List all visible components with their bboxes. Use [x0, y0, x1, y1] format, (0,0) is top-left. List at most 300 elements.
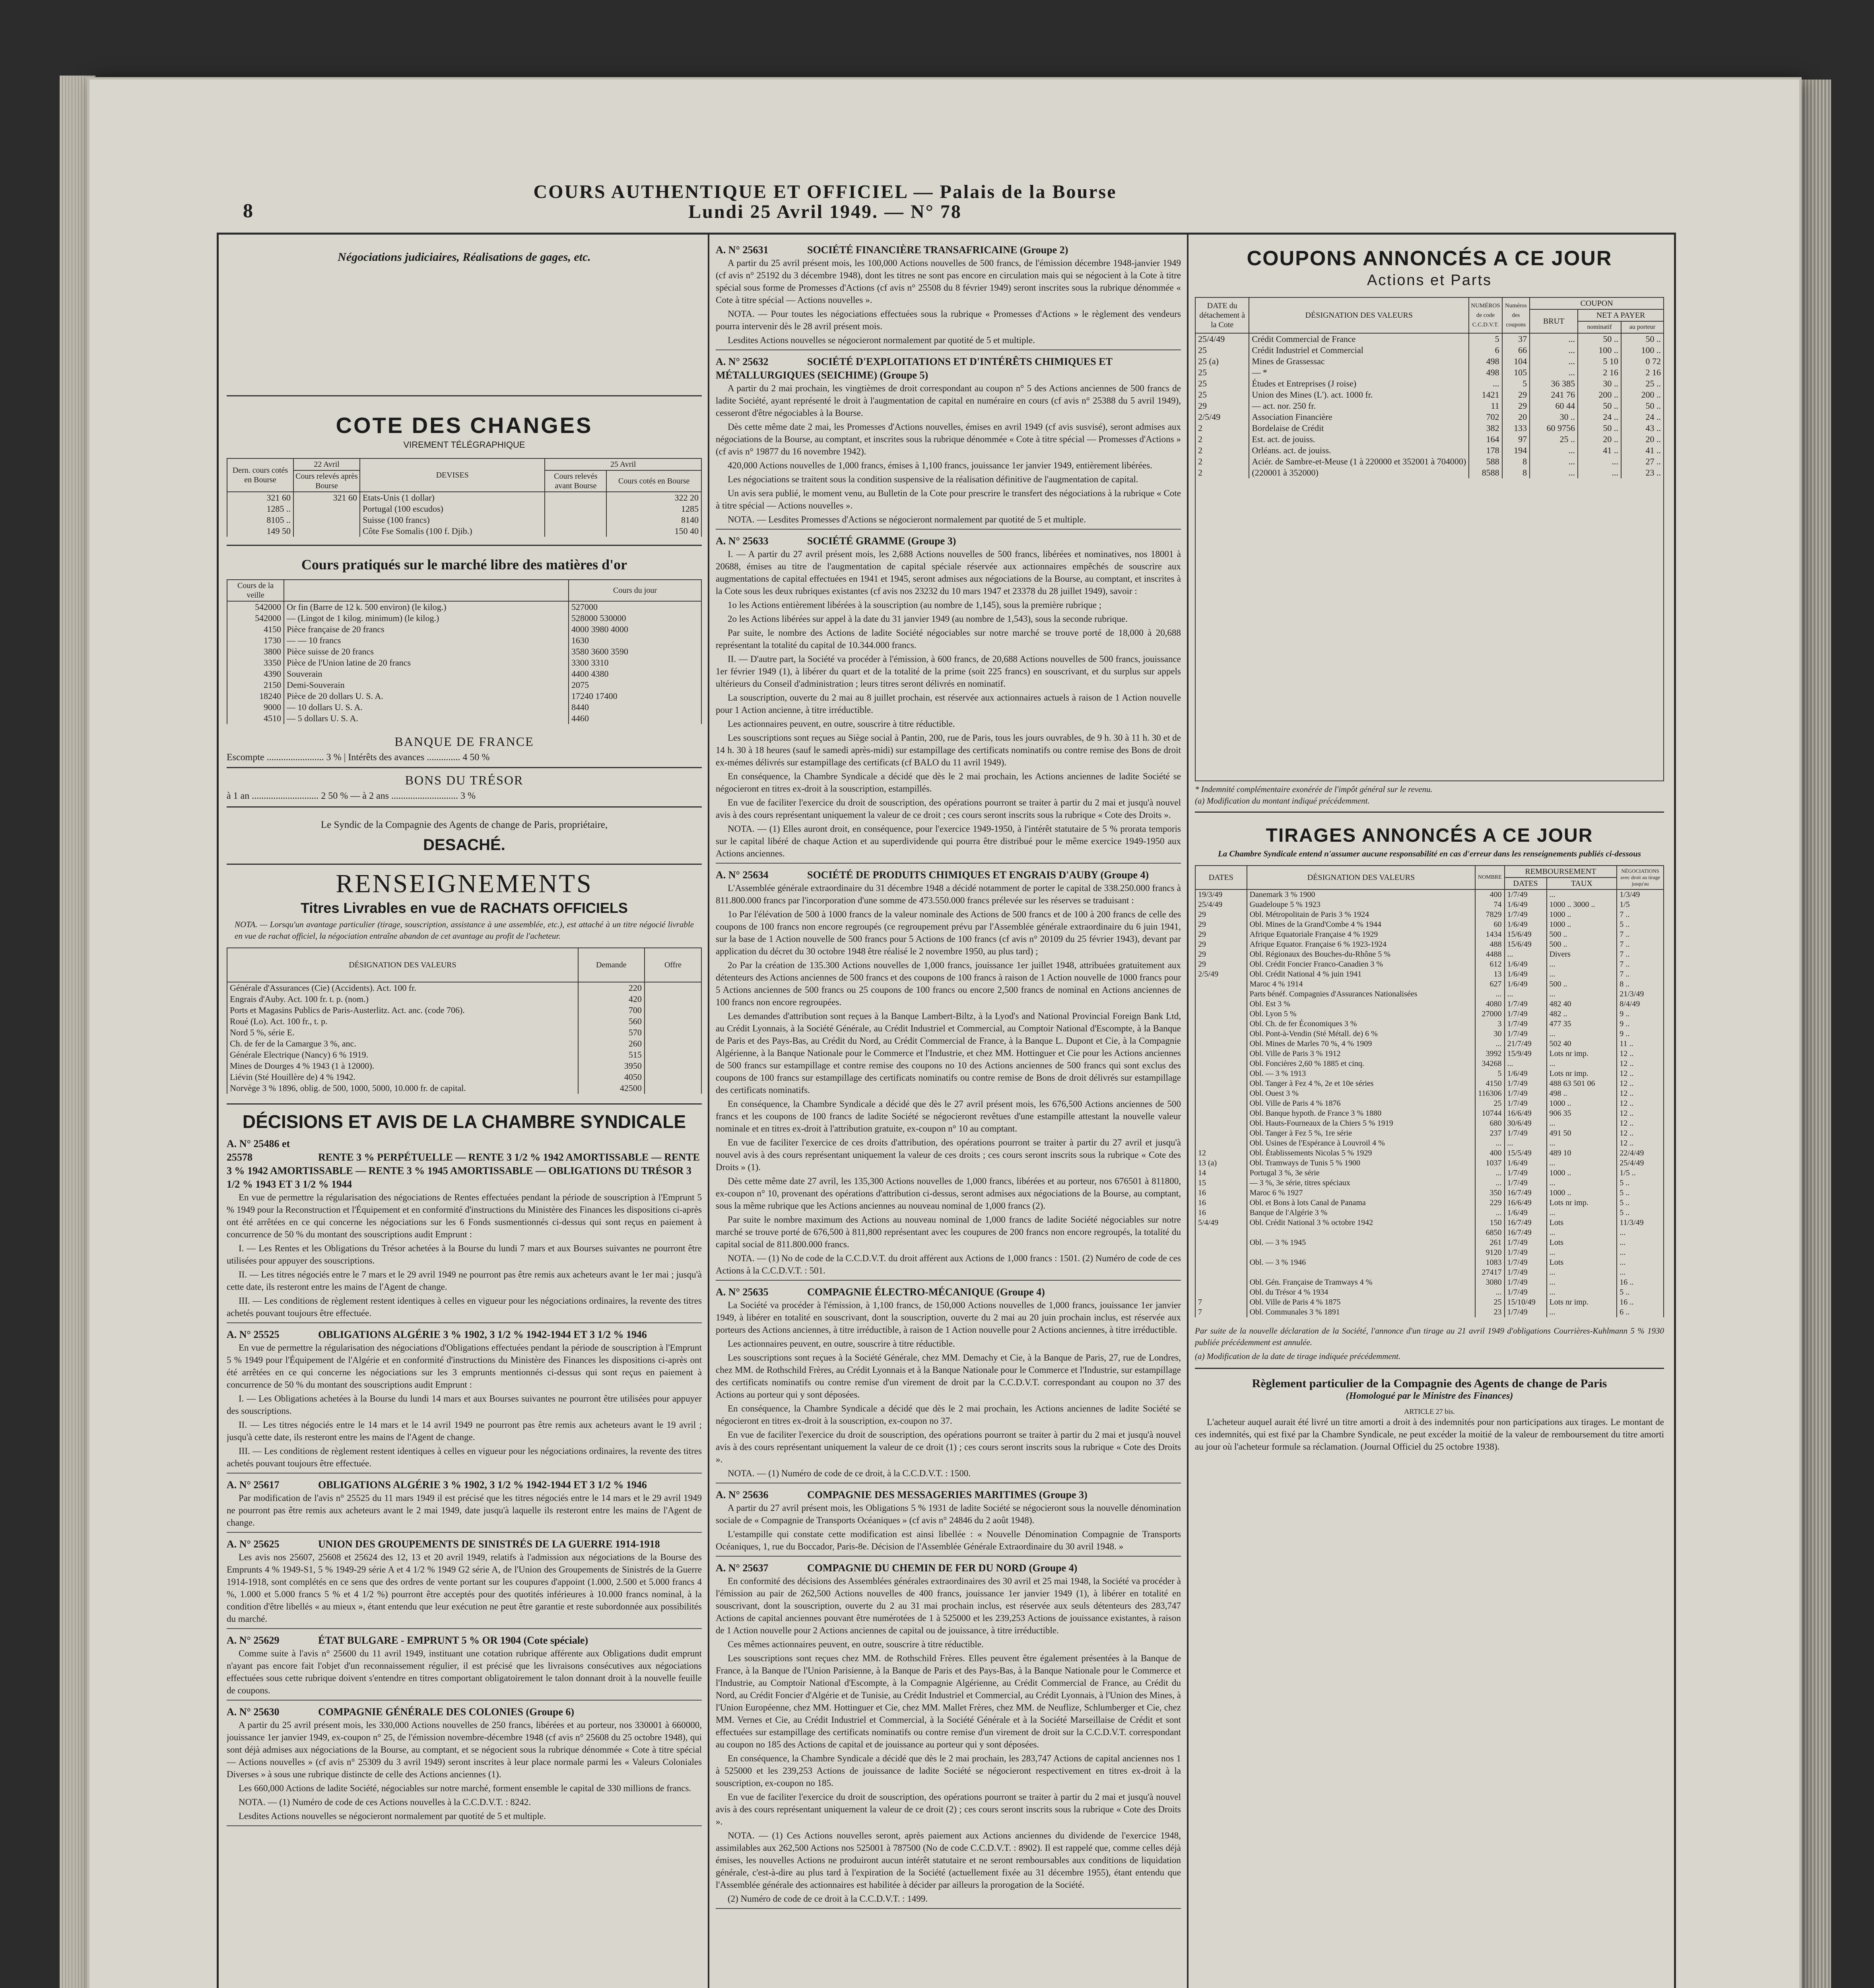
avis-paragraph: En vue de faciliter l'exercice de ces droits d'attribution, des opérations pourront se traiter à partir du 27 avril et jusqu'à nouvel avis à des cours représentant uniquement la valeur de ces droits ; ces cours seront inscrits sous la rubrique « Cote des Droits » (1).	[716, 1138, 1181, 1172]
changes-col-22avril: 22 Avril	[293, 458, 360, 470]
avis-ref: A. N° 25636	[716, 1489, 769, 1501]
tirage-row-name: Obl. Gén. Française de Tramways 4 %	[1247, 1277, 1476, 1287]
coupon-row-port: 23 ..	[1621, 467, 1664, 478]
avis-separator	[227, 1825, 702, 1826]
left-column	[227, 239, 702, 1988]
tirage-row-rd: 16/7/49	[1505, 1218, 1547, 1228]
banque-title: BANQUE DE FRANCE	[394, 734, 534, 749]
or-row	[227, 679, 701, 691]
tirage-row-rd: 1/7/49	[1505, 1019, 1547, 1029]
tirage-row-d: 16	[1195, 1188, 1247, 1198]
tirage-row-d: 29	[1195, 930, 1247, 940]
tirage-row-nb: 27417	[1475, 1268, 1504, 1277]
avis-paragraph: Par suite, le nombre des Actions de ladite Société négociables sur notre marché se trouve porté de 18,000 à 20,688 représentant la totalité du capital de 10.344.000 francs.	[716, 628, 1181, 650]
coupon-row-name: (220001 à 352000)	[1249, 467, 1469, 478]
avis-paragraph: II. — Les titres négociés entre le 14 mars et le 14 avril 1949 ne pourront pas être remis aux acheteurs avant le 19 avril ; jusqu'à cette date, ils resteront entre les mains de l'Agent de change.	[227, 1420, 702, 1442]
tirage-row-nb: ...	[1475, 1138, 1504, 1148]
coupon-row-date: 25/4/49	[1195, 333, 1249, 345]
coupons-col-nominatif: nominatif	[1578, 321, 1621, 333]
coupon-row-name: Mines de Grassessac	[1249, 356, 1469, 367]
tirage-row-rd: 15/6/49	[1505, 930, 1547, 940]
avis-ref: A. N° 25617	[227, 1479, 280, 1491]
coupons-col-designation: DÉSIGNATION DES VALEURS	[1249, 297, 1469, 333]
avis-body	[227, 1191, 702, 1319]
avis-item	[716, 1561, 1181, 1909]
or-row-label: Or fin (Barre de 12 k. 500 environ) (le kilog.)	[284, 601, 569, 613]
tirage-row-nb: 25	[1475, 1099, 1504, 1109]
avis-paragraph: II. — Les titres négociés entre le 7 mars et le 29 avril 1949 ne pourront pas être remis aux acheteurs avant le 1er mai ; jusqu'à cette date, ils resteront entre les mains de l'Agent de change.	[227, 1270, 702, 1292]
coupon-row-nom: 50 ..	[1578, 423, 1621, 434]
tirage-row-name: Obl. Crédit National 4 % juin 1941	[1247, 969, 1476, 979]
rens-row	[227, 1027, 701, 1038]
coupon-row-nom: ...	[1578, 456, 1621, 467]
right-column	[1195, 239, 1664, 1988]
tirage-row	[1195, 1148, 1664, 1158]
avis-body	[716, 1575, 1181, 1905]
tirage-row-taux: 1000 .. 3000 ..	[1547, 900, 1617, 910]
tirage-row-rd: 1/7/49	[1505, 1277, 1547, 1287]
avis-heading	[716, 243, 1181, 257]
tirage-row	[1195, 1297, 1664, 1307]
tirages-col-designation: DÉSIGNATION DES VALEURS	[1247, 866, 1476, 889]
avis-paragraph: A partir du 25 avril présent mois, les 330,000 Actions nouvelles de 250 francs, libérées et au porteur, nos 330001 à 660000, jouissance 1er janvier 1949, ex-coupon n° 25, de l'émission novembre-décembre 1948 (cf avis n° 25608 du 25 octobre 1948), qui sont déjà admises aux négociations de la Bourse, au comptant, et se négocient sous la rubrique dénommée « Cote à titre spécial — Actions nouvelles » (cf avis n° 25309 du 3 avril 1949) seront inscrites à leur place normale parmi les « Valeurs Coloniales Diverses » à sous une rubrique distincte de celle des Actions anciennes (1).	[227, 1720, 702, 1779]
tirage-row-taux: 1000 ..	[1547, 1188, 1617, 1198]
tirage-row-rd: 1/6/49	[1505, 1158, 1547, 1168]
coupon-row-name: Aciér. de Sambre-et-Meuse (1 à 220000 et 352001 à 704000)	[1249, 456, 1469, 467]
or-row-veille: 2150	[227, 679, 284, 691]
tirage-row-name: Obl. et Bons à lots Canal de Panama	[1247, 1198, 1476, 1208]
tirage-row-nb: 3	[1475, 1019, 1504, 1029]
tirage-row-rd: 15/10/49	[1505, 1297, 1547, 1307]
avis-body	[227, 1492, 702, 1529]
avis-item	[227, 1705, 702, 1826]
avis-paragraph: III. — Les conditions de règlement restent identiques à celles en vigueur pour les négociations ordinaires, la revente des titres achetés pouvant toujours être effectuée.	[227, 1446, 702, 1468]
avis-paragraph: 1o Par l'élévation de 500 à 1000 francs de la valeur nominale des Actions de 500 francs et de 100 à 200 francs de celle des coupons de 100 francs non encore regroupés (ce regroupement prévu par l'Assemblée générale extraordinaire du 6 juin 1941, sur la base de 1 Action nouvelle de 500 francs pour 5 Actions de 100 francs (cf avis n° 20109 du 25 février 1943), devant par application du décret du 30 octobre 1948 être réalisé le 2 novembre 1950, au plus tard) ;	[716, 909, 1181, 956]
tirage-row-neg: 12 ..	[1617, 1099, 1664, 1109]
or-row-label: — (Lingot de 1 kilog. minimum) (le kilog.)	[284, 613, 569, 624]
tirage-row-nb: ...	[1475, 1039, 1504, 1049]
coupon-row-brut: 36 385	[1530, 378, 1578, 389]
tirage-row-taux: 500 ..	[1547, 940, 1617, 949]
changes-row	[227, 514, 701, 526]
coupons-col-coupon: COUPON	[1530, 297, 1664, 309]
tirage-row-neg: ...	[1617, 1238, 1664, 1248]
or-row-jour: 528000 530000	[569, 613, 701, 624]
coupon-row	[1195, 345, 1664, 356]
or-row-label: — 5 dollars U. S. A.	[284, 713, 569, 724]
tirage-row-name: Maroc 6 % 1927	[1247, 1188, 1476, 1198]
tirage-row	[1195, 930, 1664, 940]
tirage-row-neg: 11 ..	[1617, 1039, 1664, 1049]
tirage-row-rd: 1/7/49	[1505, 1079, 1547, 1089]
avis-item	[716, 355, 1181, 530]
or-row-veille: 542000	[227, 601, 284, 613]
tirage-row-rd: 30/6/49	[1505, 1118, 1547, 1128]
tirage-row-d: 29	[1195, 940, 1247, 949]
avis-paragraph: Par suite le nombre maximum des Actions au nouveau nominal de 1,000 francs de ladite Société négociables sur notre marché se trouve porté de 676,500 à 811,800 représentant avec les coupures de 200 francs non encore regroupés, la totalité du capital social de 811.800.000 francs.	[716, 1215, 1181, 1249]
tirage-row-neg: ...	[1617, 1268, 1664, 1277]
tirage-row-rd: 1/7/49	[1505, 1238, 1547, 1248]
avis-paragraph: En conformité des décisions des Assemblées générales extraordinaires des 30 avril et 25 mai 1948, la Société va procéder à l'émission au pair de 262,500 Actions nouvelles de 400 francs, jouissance 1er janvier 1949 (1), à libérer en totalité en souscrivant, dont la souscription, ouverte du 2 au 31 mai prochain inclus, est réservée aux seuls détenteurs des 283,747 Actions de capital anciennes pouvant être numérotées de 1 à 525000 et les 239,253 Actions de jouissance existantes, à raison de 1 Action nouvelle pour 2 Actions anciennes de capital ou de jouissance, à titre irréductible.	[716, 1576, 1181, 1635]
coupon-row-port: 24 ..	[1621, 412, 1664, 423]
coupon-row-code: 8588	[1469, 467, 1502, 478]
tirage-row-d	[1195, 1238, 1247, 1248]
changes-title: COTE DES CHANGES	[336, 413, 593, 438]
tirages-col-remboursement: REMBOURSEMENT	[1505, 866, 1617, 878]
coupon-row-cp: 97	[1502, 434, 1530, 445]
tirage-row-nb: 4150	[1475, 1079, 1504, 1089]
changes-col-apres: Cours relevés après Bourse	[293, 470, 360, 492]
coupon-row-name: Orléans. act. de jouiss.	[1249, 445, 1469, 456]
avis-body	[716, 548, 1181, 860]
tirage-row-taux: 482 40	[1547, 999, 1617, 1009]
or-row-jour: 2075	[569, 679, 701, 691]
coupon-row-cp: 105	[1502, 367, 1530, 378]
avis-paragraph: III. — Les conditions de règlement restent identiques à celles en vigueur pour les négociations ordinaires, la revente des titres achetés pouvant toujours être effectuée.	[227, 1296, 702, 1318]
middle-column	[716, 239, 1181, 1988]
coupon-row-cp: 66	[1502, 345, 1530, 356]
or-row-veille: 9000	[227, 702, 284, 713]
tirage-row-rd: 1/7/49	[1505, 1128, 1547, 1138]
tirage-row-taux: ...	[1547, 1228, 1617, 1238]
tirage-row-d	[1195, 1128, 1247, 1138]
avis-paragraph: Ces mêmes actionnaires peuvent, en outre, souscrire à titre réductible.	[728, 1639, 984, 1649]
coupon-row-name: Crédit Commercial de France	[1249, 333, 1469, 345]
decisions-title: DÉCISIONS ET AVIS DE LA CHAMBRE SYNDICALE	[242, 1111, 686, 1132]
tirage-row	[1195, 1228, 1664, 1238]
rens-row-offre	[645, 1005, 701, 1016]
tirages-title: TIRAGES ANNONCÉS A CE JOUR	[1266, 825, 1593, 846]
coupon-row	[1195, 467, 1664, 478]
tirages-col-taux: TAUX	[1547, 878, 1617, 889]
tirage-row-taux: ...	[1547, 1277, 1617, 1287]
changes-row-avant	[545, 503, 606, 514]
reglement-text: L'acheteur auquel aurait été livré un titre amorti a droit à des indemnités pour non participations aux tirages. Le montant de ces indemnités, qui est fixé par la Chambre Syndicale, ne peut excéder la moitié de la valeur de remboursement du titre amorti au jour où l'acheteur formule sa réclamation. (Journal Officiel du 25 octobre 1938).	[1195, 1417, 1664, 1452]
tirage-row-d: 2/5/49	[1195, 969, 1247, 979]
coupons-col-net: NET A PAYER	[1578, 309, 1664, 321]
avis-body	[227, 1719, 702, 1822]
tirage-row	[1195, 1198, 1664, 1208]
tirage-row-rd: 1/7/49	[1505, 1287, 1547, 1297]
tirage-row-rd: 1/6/49	[1505, 900, 1547, 910]
tirage-row-name: Obl. du Trésor 4 % 1934	[1247, 1287, 1476, 1297]
rens-row-offre	[645, 1083, 701, 1094]
or-row	[227, 624, 701, 635]
changes-row-cote: 322 20	[606, 492, 701, 503]
tirage-row-name: Obl. Lyon 5 %	[1247, 1009, 1476, 1019]
tirage-row-d: 13 (a)	[1195, 1158, 1247, 1168]
tirage-row-rd: 1/7/49	[1505, 1009, 1547, 1019]
tirage-row-neg: 12 ..	[1617, 1069, 1664, 1079]
tirage-row-rd: 16/7/49	[1505, 1188, 1547, 1198]
tirage-row-d	[1195, 1079, 1247, 1089]
tirage-row-neg: 5 ..	[1617, 1188, 1664, 1198]
tirage-row-rd: 15/9/49	[1505, 1049, 1547, 1059]
rens-row-demande: 560	[578, 1016, 645, 1027]
rens-row-demande: 260	[578, 1038, 645, 1049]
avis-paragraph: I. — Les Obligations achetées à la Bourse du lundi 14 mars et aux Bourses suivantes ne pourront être utilisées pour appuyer des souscriptions.	[227, 1394, 702, 1416]
or-row-jour: 8440	[569, 702, 701, 713]
tirage-row-name: Obl. Est 3 %	[1247, 999, 1476, 1009]
or-row-veille: 1730	[227, 635, 284, 646]
bons-line: à 1 an ............................ 2 50 % — à 2 ans ............................ 3 %	[227, 791, 476, 801]
tirage-row-neg: 9 ..	[1617, 1009, 1664, 1019]
avis-paragraph: Les souscriptions sont reçues à la Société Générale, chez MM. Demachy et Cie, à la Banque de Paris, 27, rue de Londres, chez MM. de Rothschild Frères, au Crédit Lyonnais et à la Banque Nationale pour le Commerce et l'Industrie, sur estampillage des certificats nominatifs ou contre remise d'un virement de droit par la C.C.D.V.T. correspondant au coupon no 37 des Actions au porteur qui y sont déposées.	[716, 1353, 1181, 1400]
avis-paragraph: En conséquence, la Chambre Syndicale a décidé que dès le 2 mai prochain, les Actions anciennes de ladite Société se négocieront en titres ex-droit à la souscription, ex-coupon no 37.	[716, 1404, 1181, 1426]
rens-col-demande: Demande	[578, 948, 645, 982]
changes-row-avant	[545, 492, 606, 503]
changes-row	[227, 492, 701, 503]
avis-ref: A. N° 25630	[227, 1706, 280, 1718]
coupon-row	[1195, 367, 1664, 378]
avis-separator	[716, 529, 1181, 530]
tirage-row-name: Obl. Foncières 2,60 % 1885 et cinq.	[1247, 1059, 1476, 1069]
tirage-row	[1195, 1039, 1664, 1049]
tirage-row-rd: 1/7/49	[1505, 1029, 1547, 1039]
tirages-table	[1195, 865, 1664, 1317]
coupon-row-code: 1421	[1469, 389, 1502, 400]
tirages-footnote-1: Par suite de la nouvelle déclaration de la Société, l'annonce d'un tirage au 21 avril 1949 d'obligations Courrières-Kuhlmann 5 % 1930 publiée précédemment est annulée.	[1195, 1326, 1664, 1347]
avis-title: SOCIÉTÉ GRAMME (Groupe 3)	[807, 535, 956, 547]
tirage-row	[1195, 989, 1664, 999]
avis-paragraph: I. — Les Rentes et les Obligations du Trésor achetées à la Bourse du lundi 7 mars et aux Bourses suivantes ne pourront être utilisées pour appuyer des souscriptions.	[227, 1243, 702, 1266]
avis-item	[227, 1538, 702, 1629]
or-row	[227, 713, 701, 724]
or-row	[227, 702, 701, 713]
tirage-row-nb: 116306	[1475, 1089, 1504, 1099]
coupon-row-name: Association Financière	[1249, 412, 1469, 423]
tirage-row-name: Obl. Tramways de Tunis 5 % 1900	[1247, 1158, 1476, 1168]
changes-row-apres	[293, 503, 360, 514]
avis-paragraph: A partir du 27 avril présent mois, les Obligations 5 % 1931 de ladite Société se négocieront sous la nouvelle dénomination sociale de « Compagnie de Transports Océaniques » (cf avis n° 24846 du 2 août 1948).	[716, 1503, 1181, 1525]
tirage-row	[1195, 1158, 1664, 1168]
renseignements-table	[227, 947, 702, 1094]
tirage-row	[1195, 1069, 1664, 1079]
rens-row	[227, 1083, 701, 1094]
tirage-row-neg: 25/4/49	[1617, 1158, 1664, 1168]
bons-title: BONS DU TRÉSOR	[405, 773, 524, 787]
avis-item	[227, 1478, 702, 1533]
coupon-row-port: 50 ..	[1621, 333, 1664, 345]
tirage-row-d	[1195, 1118, 1247, 1128]
or-row	[227, 601, 701, 613]
avis-paragraph: Les souscriptions sont reçues au Siège social à Pantin, 200, rue de Paris, tous les jours ouvrables, de 9 h. 30 à 11 h. 30 et de 14 h. 30 à 18 heures (sauf le samedi après-midi) sur estampillage des certificats nominatifs ou contre remise des Bons de droit ex-mémes délivrés sur estampillage des certificats (cf BALO du 11 avril 1949).	[716, 733, 1181, 767]
tirage-row-d	[1195, 1039, 1247, 1049]
coupon-row-brut: ...	[1530, 445, 1578, 456]
tirage-row-name: Maroc 4 % 1914	[1247, 979, 1476, 989]
tirage-row	[1195, 1248, 1664, 1258]
tirage-row-taux: Lots nr imp.	[1547, 1297, 1617, 1307]
negociations-heading: Négociations judiciaires, Réalisations de gages, etc.	[338, 250, 591, 264]
tirage-row-d	[1195, 1069, 1247, 1079]
coupon-row-port: 200 ..	[1621, 389, 1664, 400]
tirage-row-name: Obl. Mines de la Grand'Combe 4 % 1944	[1247, 920, 1476, 930]
or-row-veille: 4390	[227, 668, 284, 679]
coupon-row-nom: 41 ..	[1578, 445, 1621, 456]
changes-row-apres	[293, 514, 360, 526]
coupon-row-brut: 30 ..	[1530, 412, 1578, 423]
tirage-row-name: Banque de l'Algérie 3 %	[1247, 1208, 1476, 1218]
tirage-row-d: 25/4/49	[1195, 900, 1247, 910]
or-row	[227, 613, 701, 624]
rens-row	[227, 994, 701, 1005]
tirage-row-d	[1195, 1138, 1247, 1148]
rens-row-nom: Ports et Magasins Publics de Paris-Austerlitz. Act. anc. (code 706).	[227, 1005, 578, 1016]
tirage-row	[1195, 1009, 1664, 1019]
tirage-row-neg: 12 ..	[1617, 1118, 1664, 1128]
rens-row-nom: Liévin (Sté Houillère de) 4 % 1942.	[227, 1072, 578, 1083]
tirage-row-neg: 7 ..	[1617, 910, 1664, 920]
tirage-row-taux: Lots nr imp.	[1547, 1198, 1617, 1208]
avis-item	[227, 1328, 702, 1474]
avis-paragraph: En conséquence, la Chambre Syndicale a décidé que dès le 2 mai prochain, les Actions anciennes de ladite Société se négocieront en titres ex-droit à la souscription, estampillés.	[716, 771, 1181, 794]
tirage-row-rd: 1/7/49	[1505, 1258, 1547, 1268]
tirage-row-nb: 25	[1475, 1297, 1504, 1307]
avis-body	[716, 1299, 1181, 1479]
tirage-row-taux: ...	[1547, 969, 1617, 979]
tirage-row-nb: 6850	[1475, 1228, 1504, 1238]
tirage-row-taux: 1000 ..	[1547, 920, 1617, 930]
tirage-row-name: Obl. — 3 % 1946	[1247, 1258, 1476, 1268]
avis-paragraph: L'Assemblée générale extraordinaire du 31 décembre 1948 a décidé notamment de porter le capital de 338.250.000 francs à 811.800.000 francs par l'incorporation d'une somme de 473.550.000 francs prélevée sur les réserves se traduisant :	[716, 883, 1181, 905]
coupon-row-date: 2	[1195, 434, 1249, 445]
tirage-row-taux: ...	[1547, 1268, 1617, 1277]
tirage-row-d: 7	[1195, 1297, 1247, 1307]
avis-separator	[716, 1280, 1181, 1281]
tirage-row-d: 14	[1195, 1168, 1247, 1178]
tirage-row	[1195, 1079, 1664, 1089]
changes-row-dern: 1285 ..	[227, 503, 293, 514]
avis-paragraph: En vue de permettre la régularisation des négociations de Rentes effectuées pendant la période de souscription à l'Emprunt 5 % 1949 pour la Reconstruction et l'Équipement et en conformité d'instructions du Ministère des Finances les dispositions ci-après ont été arrêtées en ce qui concerne les négociations sur les 6 Fonds susmentionnés ci-dessus qui sont reçus en paiement à concurrence de 50 % du montant des souscriptions audit Emprunt :	[227, 1192, 702, 1239]
avis-item	[716, 534, 1181, 864]
rens-row-demande: 4050	[578, 1072, 645, 1083]
coupon-row-cp: 8	[1502, 467, 1530, 478]
avis-body	[227, 1342, 702, 1470]
tirage-row-nb: 74	[1475, 900, 1504, 910]
avis-paragraph: En conséquence, la Chambre Syndicale a décidé que dès le 2 mai prochain, les 283,747 Actions de capital anciennes nos 1 à 525000 et les 239,253 Actions de jouissance de ladite Société se négocieront respectivement en titres ex-droit à la souscription, ex-coupon no 185.	[716, 1753, 1181, 1788]
page-edge-right	[1799, 80, 1831, 1988]
tirage-row-taux: 1000 ..	[1547, 1168, 1617, 1178]
tirage-row	[1195, 1019, 1664, 1029]
tirage-row	[1195, 889, 1664, 900]
coupon-row-date: 2/5/49	[1195, 412, 1249, 423]
coupon-row-nom: 50 ..	[1578, 400, 1621, 412]
avis-paragraph: NOTA. — (1) Numéro de code de ces Actions nouvelles à la C.C.D.V.T. : 8242.	[239, 1797, 531, 1807]
tirage-row-name: Obl. Ville de Paris 4 % 1876	[1247, 1099, 1476, 1109]
avis-separator	[227, 1473, 702, 1474]
or-row-label: Pièce française de 20 francs	[284, 624, 569, 635]
changes-row-apres	[293, 526, 360, 537]
coupon-row-date: 25	[1195, 345, 1249, 356]
or-row-jour: 4400 4380	[569, 668, 701, 679]
avis-paragraph: L'estampille qui constate cette modification est ainsi libellée : « Nouvelle Dénomination Compagnie de Transports Océaniques, 1, rue du Boccador, Paris-8e. Décision de l'Assemblée Générale Extraordinaire du 30 avril 1948. »	[716, 1529, 1181, 1551]
changes-row-avant	[545, 526, 606, 537]
coupon-row-nom: 50 ..	[1578, 333, 1621, 345]
coupon-row	[1195, 445, 1664, 456]
or-row-jour: 1630	[569, 635, 701, 646]
tirage-row-name: Obl. Mines de Marles 70 %, 4 % 1909	[1247, 1039, 1476, 1049]
tirage-row-name: Obl. Régionaux des Bouches-du-Rhône 5 %	[1247, 949, 1476, 959]
changes-row-devise: Portugal (100 escudos)	[360, 503, 545, 514]
avis-paragraph: Les avis nos 25607, 25608 et 25624 des 12, 13 et 20 avril 1949, relatifs à l'admission aux négociations de la Bourse des Emprunts 4 % 1949-S1, 5 % 1949-29 série A et 4 1/2 % 1949 G2 série A, de l'Union des Groupements de Sinistrés de la Guerre 1914-1918, sont complétés en ce sens que des ordres de vente portant sur les coupures d'appoint (1.000, 2.500 et 5.000 francs 4 %, 1.000 et 5.000 francs 5 % et 4 1/2 %) pourront être acceptés pour des quotités inférieures à 10.000 francs nominal, à la condition d'être libellés « au mieux », étant entendu que leur exécution ne peut être garantie et reste subordonnée aux possibilités du marché.	[227, 1552, 702, 1624]
tirage-row-neg: 6 ..	[1617, 1307, 1664, 1317]
changes-row-dern: 321 60	[227, 492, 293, 503]
tirage-row-name: Portugal 3 %, 3e série	[1247, 1168, 1476, 1178]
coupon-row-date: 25	[1195, 389, 1249, 400]
tirage-row-taux: ...	[1547, 1158, 1617, 1168]
rens-row-nom: Norvège 3 % 1896, oblig. de 500, 1000, 5000, 10.000 fr. de capital.	[227, 1083, 578, 1094]
avis-paragraph: 2o les Actions libérées sur appel à la date du 31 janvier 1949 (au nombre de 1,543), sous la seconde rubrique.	[728, 614, 1128, 624]
tirage-row-rd: 1/7/49	[1505, 910, 1547, 920]
tirage-row-nb: 13	[1475, 969, 1504, 979]
coupon-row-cp: 194	[1502, 445, 1530, 456]
tirage-row-taux: 488 63 501 06	[1547, 1079, 1617, 1089]
avis-paragraph: NOTA. — (1) Elles auront droit, en conséquence, pour l'exercice 1949-1950, à l'intérêt statutaire de 5 % prorata temporis sur le capital libéré de chaque Action et au superdividende qui pourra être distribué pour le même exercice 1949-1950 aux Actions anciennes.	[716, 824, 1181, 858]
avis-paragraph: Dès cette même date 2 mai, les Promesses d'Actions nouvelles, émises en avril 1949 (cf avis susvisé), seront admises aux négociations de la Bourse, au comptant, et inscrites sous la rubrique dénommée « Cote à titre spécial — Promesses d'Actions » (cf avis n° 19877 du 16 novembre 1942).	[716, 422, 1181, 456]
avis-paragraph: Par modification de l'avis n° 25525 du 11 mars 1949 il est précisé que les titres négociés entre le 14 mars et le 29 avril 1949 ne pourront pas être remis aux acheteurs avant le 2 mai 1949, date jusqu'à laquelle ils resteront entre les mains de l'Agent de change.	[227, 1493, 702, 1528]
avis-paragraph: II. — D'autre part, la Société va procéder à l'émission, à 600 francs, de 20,688 Actions nouvelles de 500 francs, jouissance 1er février 1949 (1), à libérer du quart et de la totalité de la prime (soit 225 francs) en souscrivant, et du surplus sur appels ultérieurs du Conseil d'administration ; leurs titres seront délivrés en nominatif.	[716, 654, 1181, 689]
coupon-row-code: 382	[1469, 423, 1502, 434]
coupon-row-code: ...	[1469, 378, 1502, 389]
tirage-row-d: 29	[1195, 959, 1247, 969]
tirages-note: La Chambre Syndicale entend n'assumer aucune responsabilité en cas d'erreur dans les renseignements publiés ci-dessous	[1218, 849, 1641, 858]
avis-title: COMPAGNIE DES MESSAGERIES MARITIMES (Groupe 3)	[807, 1489, 1088, 1501]
avis-body	[227, 1551, 702, 1625]
tirage-row	[1195, 1287, 1664, 1297]
tirage-row	[1195, 1268, 1664, 1277]
avis-ref: A. N° 25633	[716, 535, 769, 547]
rens-row-demande: 570	[578, 1027, 645, 1038]
avis-title: COMPAGNIE DU CHEMIN DE FER DU NORD (Groupe 4)	[807, 1562, 1078, 1574]
avis-paragraph: 1o les Actions entièrement libérées à la souscription (au nombre de 1,145), sous la première rubrique ;	[728, 600, 1102, 610]
or-row-label: — 10 dollars U. S. A.	[284, 702, 569, 713]
coupon-row-cp: 37	[1502, 333, 1530, 345]
avis-separator	[227, 1322, 702, 1323]
tirage-row	[1195, 959, 1664, 969]
tirage-row-name: Danemark 3 % 1900	[1247, 889, 1476, 900]
avis-title: SOCIÉTÉ D'EXPLOITATIONS ET D'INTÉRÊTS CHIMIQUES ET MÉTALLURGIQUES (SEICHIME) (Groupe 5)	[716, 356, 1113, 381]
tirage-row	[1195, 920, 1664, 930]
column-divider-2	[1187, 233, 1188, 1988]
tirage-row-nb: 10744	[1475, 1109, 1504, 1118]
coupon-row-name: Est. act. de jouiss.	[1249, 434, 1469, 445]
changes-col-cote: Cours cotés en Bourse	[606, 470, 701, 492]
coupon-row-code: 498	[1469, 367, 1502, 378]
avis-paragraph: Un avis sera publié, le moment venu, au Bulletin de la Cote pour prescrire le transfert des négociations à la rubrique « Cote à titre spécial — Actions nouvelles ».	[716, 488, 1181, 511]
coupon-row-nom: 100 ..	[1578, 345, 1621, 356]
avis-item	[227, 1137, 702, 1323]
rens-row-demande: 220	[578, 982, 645, 994]
coupon-row-date: 2	[1195, 445, 1249, 456]
avis-ref: A. N° 25486 et 25578	[227, 1138, 290, 1163]
tirage-row-name: Obl. Ch. de fer Économiques 3 %	[1247, 1019, 1476, 1029]
tirage-row-name: Guadeloupe 5 % 1923	[1247, 900, 1476, 910]
tirage-row	[1195, 979, 1664, 989]
coupon-row-cp: 5	[1502, 378, 1530, 389]
tirage-row-d	[1195, 979, 1247, 989]
rens-row-offre	[645, 1049, 701, 1060]
tirage-row-rd: 1/7/49	[1505, 1089, 1547, 1099]
coupons-col-brut: BRUT	[1530, 309, 1578, 333]
coupons-col-date: DATE du détachement à la Cote	[1195, 297, 1249, 333]
tirage-row-name	[1247, 1268, 1476, 1277]
tirage-row	[1195, 1168, 1664, 1178]
reglement-title: Règlement particulier de la Compagnie des Agents de change de Paris	[1252, 1377, 1607, 1390]
coupon-row-cp: 20	[1502, 412, 1530, 423]
tirage-row-neg: ...	[1617, 1228, 1664, 1238]
tirage-row-d	[1195, 1248, 1247, 1258]
coupon-row	[1195, 400, 1664, 412]
